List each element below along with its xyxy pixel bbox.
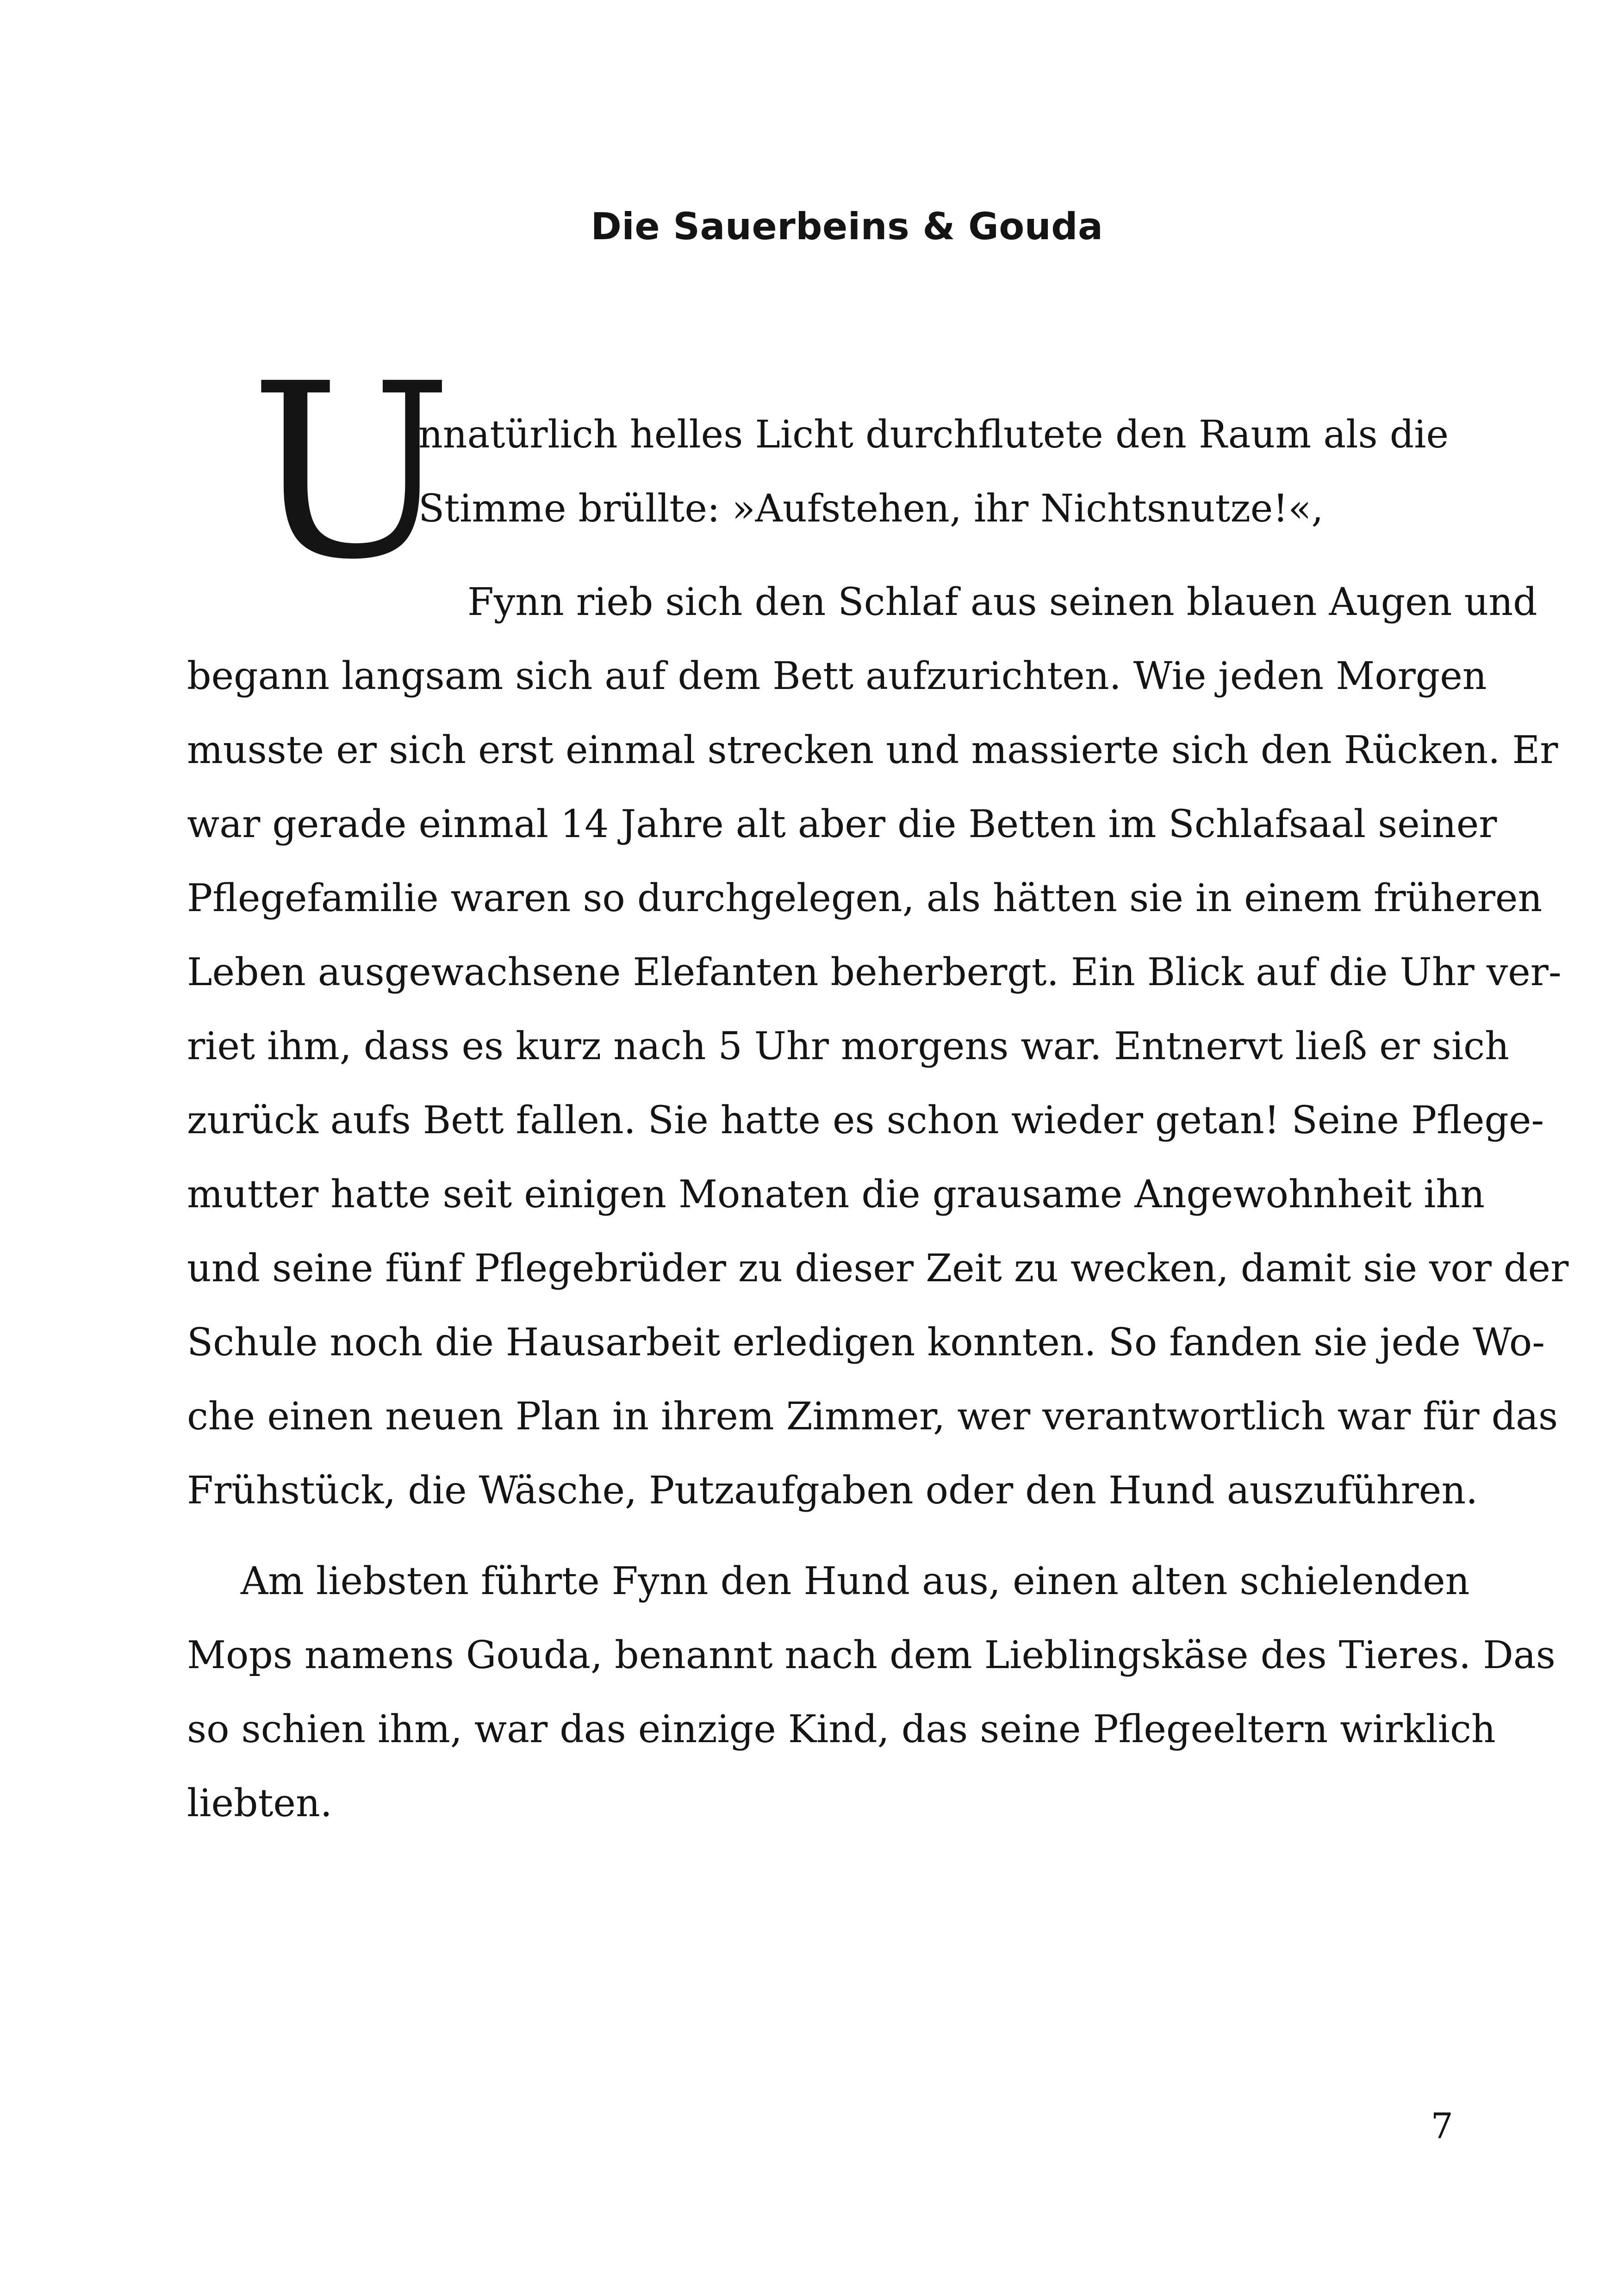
text-line: so schien ihm, war das einzige Kind, das seine Pflegeeltern wirklich xyxy=(187,1707,1496,1751)
text-line: che einen neuen Plan in ihrem Zimmer, wer verantwortlich war für das xyxy=(187,1395,1558,1439)
text-line: Frühstück, die Wäsche, Putzaufgaben oder den Hund auszuführen. xyxy=(187,1469,1478,1513)
text-line: liebten. xyxy=(187,1781,332,1825)
text-line: nnatürlich helles Licht durchflutete den Raum als die xyxy=(418,413,1449,457)
page-number: 7 xyxy=(1431,2105,1453,2147)
text-line: Stimme brüllte: »Aufstehen, ihr Nichtsnutze!«, xyxy=(418,487,1324,531)
text-line: Leben ausgewachsene Elefanten beherbergt. Ein Blick auf die Uhr ver- xyxy=(187,950,1562,994)
text-line: war gerade einmal 14 Jahre alt aber die Betten im Schlafsaal seiner xyxy=(187,802,1497,846)
text-line: riet ihm, dass es kurz nach 5 Uhr morgens war. Entnervt ließ er sich xyxy=(187,1024,1509,1068)
text-line: Am liebsten führte Fynn den Hund aus, einen alten schielenden xyxy=(241,1559,1470,1603)
text-line: Pflegefamilie waren so durchgelegen, als hätten sie in einem früheren xyxy=(187,876,1543,920)
text-line: und seine fünf Pflegebrüder zu dieser Zeit zu wecken, damit sie vor der xyxy=(187,1247,1569,1291)
text-line: Fynn rieb sich den Schlaf aus seinen blauen Augen und xyxy=(467,580,1537,624)
text-line: musste er sich erst einmal strecken und massierte sich den Rücken. Er xyxy=(187,728,1558,772)
text-line: zurück aufs Bett fallen. Sie hatte es schon wieder getan! Seine Pflege- xyxy=(187,1098,1544,1142)
drop-cap-letter: U xyxy=(250,332,453,612)
text-line: Schule noch die Hausarbeit erledigen konnten. So fanden sie jede Wo- xyxy=(187,1321,1545,1365)
text-line: begann langsam sich auf dem Bett aufzurichten. Wie jeden Morgen xyxy=(187,654,1487,698)
text-line: Mops namens Gouda, benannt nach dem Lieblingskäse des Tieres. Das xyxy=(187,1633,1556,1677)
chapter-title: Die Sauerbeins & Gouda xyxy=(591,205,1103,248)
text-line: mutter hatte seit einigen Monaten die grausame Angewohnheit ihn xyxy=(187,1173,1485,1216)
